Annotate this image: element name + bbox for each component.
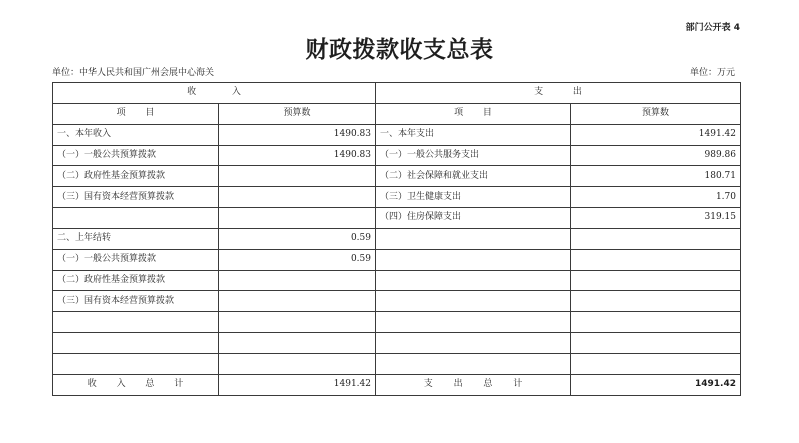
expense-amount-cell: 989.86 xyxy=(571,145,741,166)
expense-amount-header: 预算数 xyxy=(571,103,741,124)
expense-total-label: 支 出 总 计 xyxy=(376,374,571,395)
expense-amount-cell xyxy=(571,270,741,291)
income-amount-cell xyxy=(219,353,376,374)
expense-item-cell xyxy=(376,270,571,291)
expense-item-header: 项 目 xyxy=(376,103,571,124)
income-item-cell xyxy=(53,333,219,354)
income-item-cell: （一）一般公共预算拨款 xyxy=(53,145,219,166)
expense-item-cell xyxy=(376,333,571,354)
expense-amount-cell xyxy=(571,333,741,354)
income-group-header: 收 入 xyxy=(53,83,376,104)
table-row xyxy=(53,187,741,208)
income-item-cell: 二、上年结转 xyxy=(53,228,219,249)
table-row xyxy=(53,249,741,270)
expense-amount-cell xyxy=(571,291,741,312)
table-row xyxy=(53,270,741,291)
income-amount-cell xyxy=(219,291,376,312)
expense-item-cell xyxy=(376,228,571,249)
expense-item-cell xyxy=(376,291,571,312)
table-row xyxy=(53,145,741,166)
expense-item-cell: （一）一般公共服务支出 xyxy=(376,145,571,166)
table-row xyxy=(53,312,741,333)
column-header-row xyxy=(53,103,741,124)
income-item-cell xyxy=(53,353,219,374)
page-title: 财政拨款收支总表 xyxy=(305,36,494,63)
income-amount-cell xyxy=(219,312,376,333)
expense-item-cell: （四）住房保障支出 xyxy=(376,208,571,229)
expense-amount-cell xyxy=(571,228,741,249)
income-item-cell xyxy=(53,312,219,333)
income-total-amount: 1491.42 xyxy=(219,374,376,395)
table-row xyxy=(53,124,741,145)
income-amount-cell: 1490.83 xyxy=(219,124,376,145)
income-item-cell: 一、本年收入 xyxy=(53,124,219,145)
expense-total-amount: 1491.42 xyxy=(571,374,741,395)
income-item-cell xyxy=(53,208,219,229)
expense-item-cell xyxy=(376,312,571,333)
income-amount-cell xyxy=(219,208,376,229)
table-row xyxy=(53,208,741,229)
expense-amount-cell: 1491.42 xyxy=(571,124,741,145)
income-amount-cell xyxy=(219,333,376,354)
income-amount-cell xyxy=(219,270,376,291)
budget-table xyxy=(52,82,741,396)
expense-item-cell: （三）卫生健康支出 xyxy=(376,187,571,208)
expense-amount-cell: 180.71 xyxy=(571,166,741,187)
income-total-label: 收 入 总 计 xyxy=(53,374,219,395)
expense-amount-cell: 1.70 xyxy=(571,187,741,208)
expense-item-cell: （二）社会保障和就业支出 xyxy=(376,166,571,187)
group-header-row xyxy=(53,83,741,104)
expense-amount-cell xyxy=(571,353,741,374)
income-amount-cell xyxy=(219,166,376,187)
income-item-cell: （三）国有资本经营预算拨款 xyxy=(53,291,219,312)
expense-group-header: 支 出 xyxy=(376,83,741,104)
income-item-cell: （三）国有资本经营预算拨款 xyxy=(53,187,219,208)
table-row xyxy=(53,228,741,249)
expense-item-cell xyxy=(376,249,571,270)
income-item-cell: （一）一般公共预算拨款 xyxy=(53,249,219,270)
table-row xyxy=(53,291,741,312)
table-row xyxy=(53,353,741,374)
table-row xyxy=(53,166,741,187)
income-item-cell: （二）政府性基金预算拨款 xyxy=(53,166,219,187)
income-item-cell: （二）政府性基金预算拨款 xyxy=(53,270,219,291)
expense-amount-cell xyxy=(571,312,741,333)
total-row xyxy=(53,374,741,395)
expense-item-cell: 一、本年支出 xyxy=(376,124,571,145)
income-amount-cell xyxy=(219,187,376,208)
unit-currency: 单位：万元 xyxy=(689,68,735,78)
income-amount-header: 预算数 xyxy=(219,103,376,124)
income-amount-cell: 0.59 xyxy=(219,228,376,249)
income-amount-cell: 0.59 xyxy=(219,249,376,270)
expense-amount-cell: 319.15 xyxy=(571,208,741,229)
income-item-header: 项 目 xyxy=(53,103,219,124)
income-amount-cell: 1490.83 xyxy=(219,145,376,166)
table-number-label: 部门公开表 4 xyxy=(685,23,740,33)
unit-organization: 单位：中华人民共和国广州会展中心海关 xyxy=(52,68,215,78)
expense-item-cell xyxy=(376,353,571,374)
expense-amount-cell xyxy=(571,249,741,270)
table-row xyxy=(53,333,741,354)
